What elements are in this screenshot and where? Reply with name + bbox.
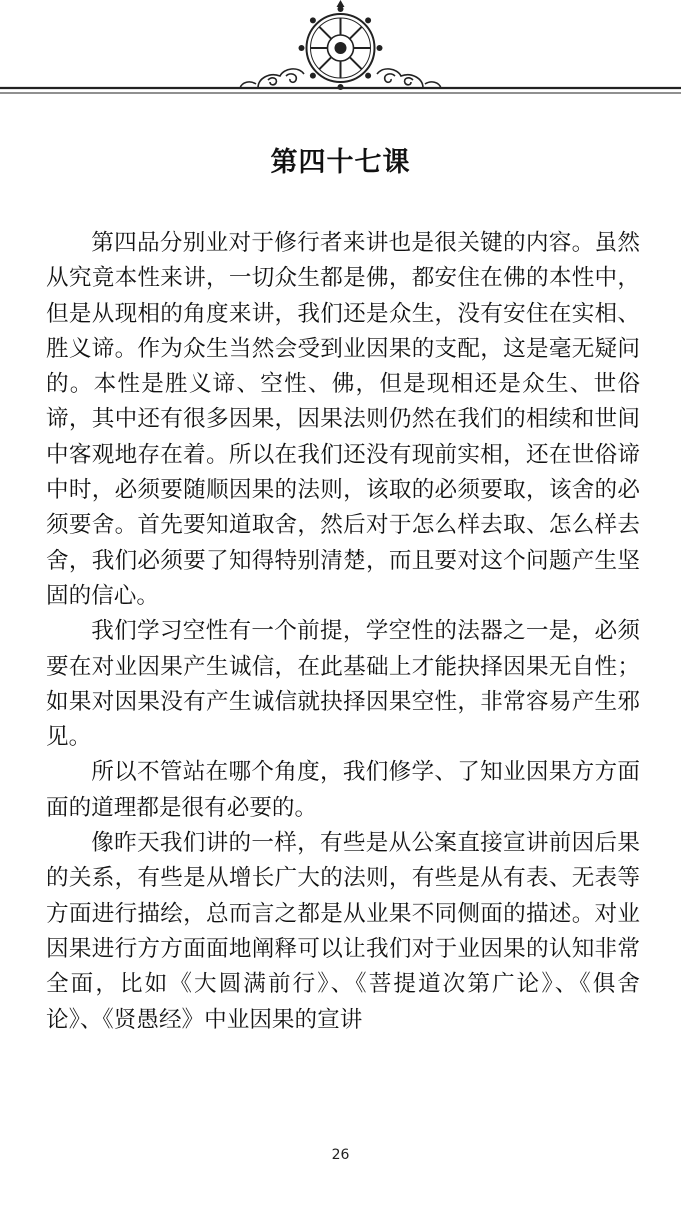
page-title: 第四十七课 <box>270 147 411 178</box>
dharma-wheel-icon <box>299 0 383 90</box>
header-ornament <box>0 0 681 100</box>
paragraph: 我们学习空性有一个前提，学空性的法器之一是，必须要在对业因果产生诚信，在此基础上才能抉择因果无自性；如果对因果没有产生诚信就抉择因果空性，非常容易产生邪见。 <box>46 618 640 751</box>
left-cloud-icon <box>240 69 304 88</box>
paragraph: 第四品分别业对于修行者来讲也是很关键的内容。虽然从究竟本性来讲，一切众生都是佛，都安住在佛的本性中，但是从现相的角度来讲，我们还是众生，没有安住在实相、胜义谛。作为众生当然会受到业因果的支配，这是毫无疑问的。本性是胜义谛、空性、佛，但是现相还是众生、世俗谛，其中还有很多因果，因果法则仍然在我们的相续和世间中客观地存在着。所以在我们还没有现前实相，还在世俗谛中时，必须要随顺因果的法则，该取的必须要取，该舍的必须要舍。首先要知道取舍，然后对于怎么样去取、怎么样去舍，我们必须要了知得特别清楚，而且要对这个问题产生坚固的信心。 <box>46 230 640 609</box>
right-cloud-icon <box>377 69 441 88</box>
page-number: 26 <box>331 1147 350 1163</box>
paragraph: 像昨天我们讲的一样，有些是从公案直接宣讲前因后果的关系，有些是从增长广大的法则，有些是从有表、无表等方面进行描绘，总而言之都是从业果不同侧面的描述。对业因果进行方方面面地阐释可以让我们对于业因果的认知非常全面，比如《大圆满前行》、《菩提道次第广论》、《俱舍论》、《贤愚经》中业因果的宣讲 <box>46 830 640 1033</box>
body-text <box>46 226 640 1038</box>
paragraph: 所以不管站在哪个角度，我们修学、了知业因果方方面面的道理都是很有必要的。 <box>46 759 640 821</box>
